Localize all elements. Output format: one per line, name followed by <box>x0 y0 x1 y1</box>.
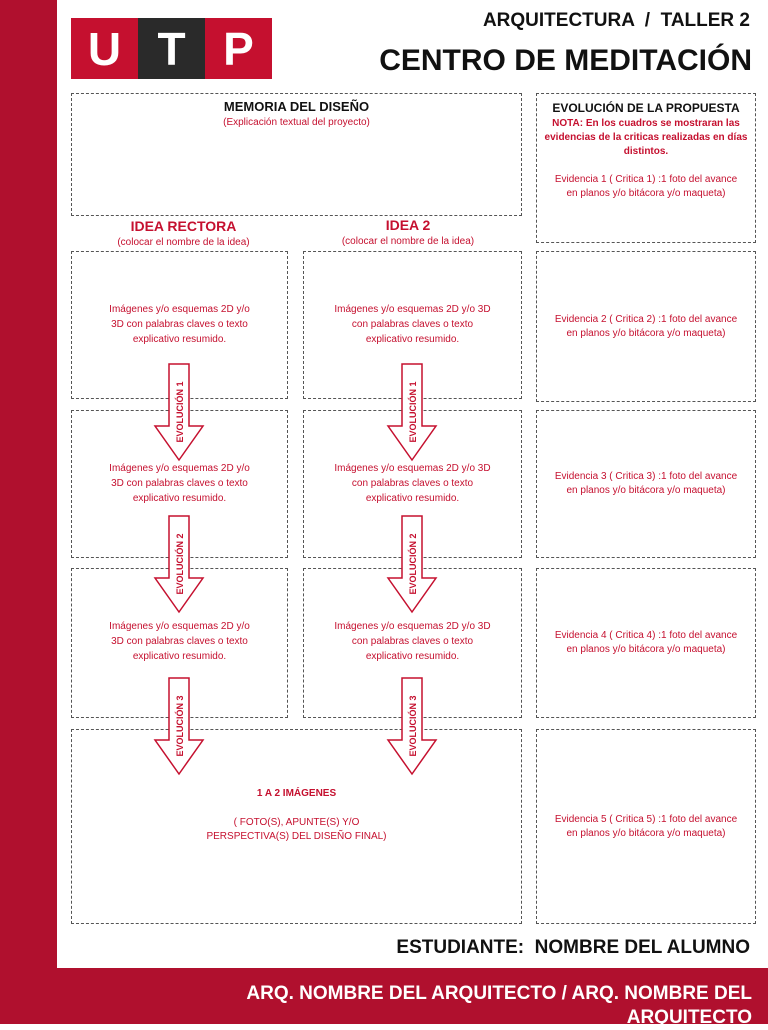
image-box-text: Imágenes y/o esquemas 2D y/o 3D con palabras claves o texto explicativo resumido. <box>334 304 491 345</box>
evolution-arrow-label: EVOLUCIÓN 2 <box>408 533 418 595</box>
image-box-text: Imágenes y/o esquemas 2D y/o 3D con palabras claves o texto explicativo resumido. <box>334 463 491 504</box>
logo-letter-t: T <box>138 18 205 79</box>
logo-letter-u: U <box>71 18 138 79</box>
evolucion-note: NOTA: En los cuadros se mostraran las evidencias de la criticas realizadas en días distintos. <box>544 118 748 157</box>
evidence-text-2: Evidencia 2 ( Critica 2) :1 foto del avance en planos y/o bitácora y/o maqueta) <box>554 313 738 339</box>
evolution-arrow-label: EVOLUCIÓN 3 <box>408 695 418 757</box>
idea-2-subtitle: (colocar el nombre de la idea) <box>341 236 475 247</box>
evolution-arrow-label: EVOLUCIÓN 1 <box>408 381 418 443</box>
logo-letter-p: P <box>205 18 272 79</box>
evidence-text-3: Evidencia 3 ( Critica 3) :1 foto del avance en planos y/o bitácora y/o maqueta) <box>554 471 738 496</box>
evolucion-box <box>536 93 756 243</box>
final-title: 1 A 2 IMÁGENES <box>256 788 337 799</box>
evidence-text-1: Evidencia 1 ( Critica 1) :1 foto del avance en planos y/o bitácora y/o maqueta) <box>554 174 738 199</box>
course-label: ARQUITECTURA / TALLER 2 <box>482 10 750 31</box>
evidence-box-2 <box>536 251 756 402</box>
idea-rectora-subtitle: (colocar el nombre de la idea) <box>117 237 250 248</box>
evolution-arrow-3-col2 <box>386 676 438 776</box>
evolution-arrow-2-col2 <box>386 514 438 614</box>
evolution-arrow-1-col1 <box>153 362 205 462</box>
idea-2-title: IDEA 2 <box>385 217 431 233</box>
evidence-text-5: Evidencia 5 ( Critica 5) :1 foto del avance en planos y/o bitácora y/o maqueta) <box>554 813 738 839</box>
evolution-arrow-label: EVOLUCIÓN 2 <box>175 533 185 595</box>
evolution-arrow-2-col1 <box>153 514 205 614</box>
evolucion-title: EVOLUCIÓN DE LA PROPUESTA <box>552 101 740 115</box>
evidence-box-3 <box>536 410 756 558</box>
memoria-subtitle: (Explicación textual del proyecto) <box>223 117 370 128</box>
evolution-arrow-label: EVOLUCIÓN 1 <box>175 381 185 443</box>
image-box-text: Imágenes y/o esquemas 2D y/o 3D con palabras claves o texto explicativo resumido. <box>109 463 250 504</box>
evolution-arrow-1-col2 <box>386 362 438 462</box>
image-box-text: Imágenes y/o esquemas 2D y/o 3D con palabras claves o texto explicativo resumido. <box>109 304 250 345</box>
evidence-text-4: Evidencia 4 ( Critica 4) :1 foto del avance en planos y/o bitácora y/o maqueta) <box>554 630 738 655</box>
memoria-box <box>71 93 522 216</box>
memoria-title: MEMORIA DEL DISEÑO <box>223 99 370 114</box>
image-box-text: Imágenes y/o esquemas 2D y/o 3D con palabras claves o texto explicativo resumido. <box>109 621 250 662</box>
evolution-arrow-label: EVOLUCIÓN 3 <box>175 695 185 757</box>
utp-logo <box>71 18 272 79</box>
evidence-box-5 <box>536 729 756 924</box>
image-box-text: Imágenes y/o esquemas 2D y/o 3D con palabras claves o texto explicativo resumido. <box>334 621 491 662</box>
evidence-box-4 <box>536 568 756 718</box>
student-name: ESTUDIANTE: NOMBRE DEL ALUMNO <box>396 937 750 958</box>
idea-rectora-title: IDEA RECTORA <box>130 218 237 234</box>
evolution-arrow-3-col1 <box>153 676 205 776</box>
page-title: CENTRO DE MEDITACIÓN <box>379 44 752 77</box>
footer-architects: ARQ. NOMBRE DEL ARQUITECTO / ARQ. NOMBRE DEL ARQUITECTO <box>246 983 752 1028</box>
final-text: ( FOTO(S), APUNTE(S) Y/O PERSPECTIVA(S) DEL DISEÑO FINAL) <box>206 817 387 842</box>
final-design-box <box>71 729 522 924</box>
left-accent-bar <box>0 0 57 1024</box>
